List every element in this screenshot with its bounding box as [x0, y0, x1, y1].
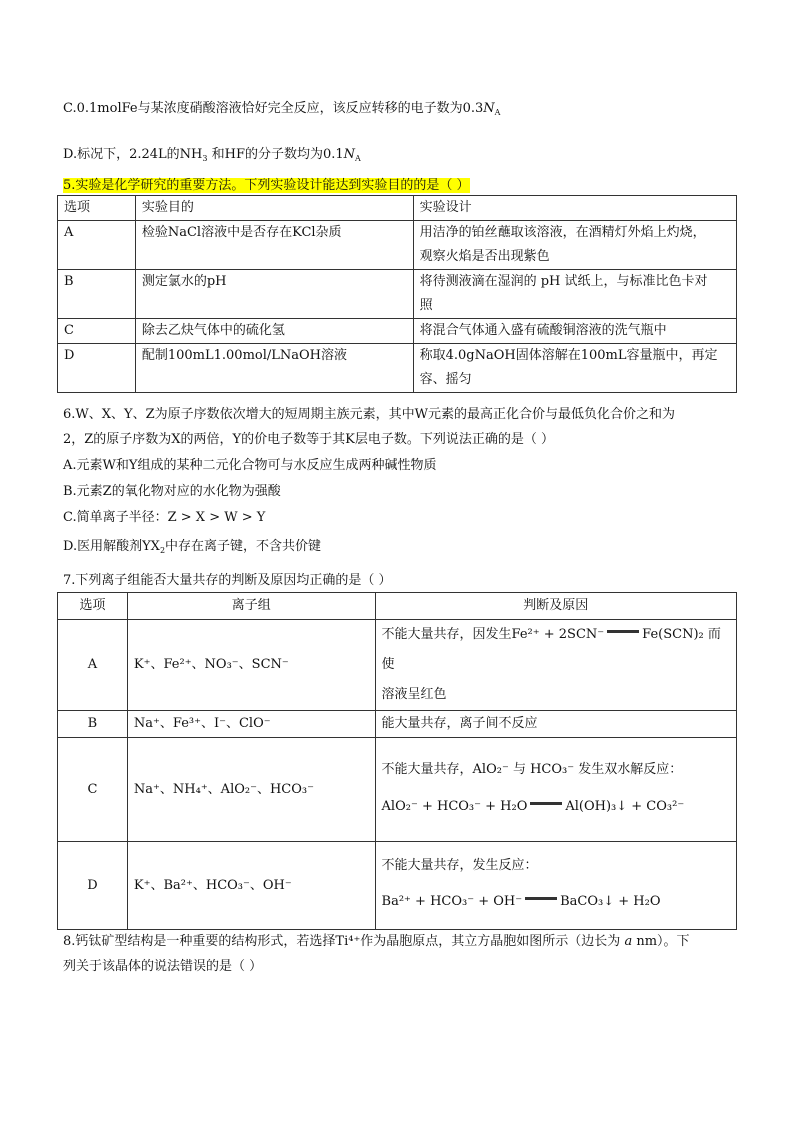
table-header-row	[58, 593, 737, 620]
equals-sign	[530, 802, 562, 805]
table-header-row	[58, 196, 737, 221]
q7-stem: 7.下列离子组能否大量共存的判断及原因均正确的是（ ）	[63, 573, 392, 588]
table-row: C Na⁺、NH₄⁺、AlO₂⁻、HCO₃⁻ 不能大量共存，AlO₂⁻ 与 HCO₃⁻ 发生双水解反应： AlO₂⁻ + HCO₃⁻ + H₂O Al(OH)₃↓ + CO₃²⁻	[58, 738, 737, 842]
header-purpose: 实验目的	[135, 196, 413, 221]
q6-option-a: A.元素W和Y组成的某种二元化合物可与水反应生成两种碱性物质	[63, 458, 437, 473]
header-design: 实验设计	[413, 196, 736, 221]
header-option: 选项	[58, 196, 136, 221]
q8-stem-2: 列关于该晶体的说法错误的是（ ）	[63, 959, 263, 974]
table-row: A 检验NaCl溶液中是否存在KCl杂质 用洁净的铂丝蘸取该溶液，在酒精灯外焰上灼烧， 观察火焰是否出现紫色	[58, 221, 737, 270]
header-judgment: 判断及原因	[375, 593, 736, 620]
table-row: B 测定氯水的pH 将待测液滴在湿润的 pH 试纸上，与标准比色卡对 照	[58, 270, 737, 319]
q6-stem-2: 2，Z的原子序数为X的两倍，Y的价电子数等于其K层电子数。下列说法正确的是（ ）	[63, 432, 554, 447]
table-row: D K⁺、Ba²⁺、HCO₃⁻、OH⁻ 不能大量共存，发生反应： Ba²⁺ + HCO₃⁻ + OH⁻ BaCO₃↓ + H₂O	[58, 842, 737, 930]
header-option: 选项	[58, 593, 128, 620]
q6-stem-1: 6.W、X、Y、Z为原子序数依次增大的短周期主族元素，其中W元素的最高正化合价与最低负化合价之和为	[63, 407, 675, 422]
na-symbol: N	[483, 101, 495, 116]
q7-table	[57, 592, 737, 930]
table-row: C 除去乙炔气体中的硫化氢 将混合气体通入盛有硫酸铜溶液的洗气瓶中	[58, 319, 737, 344]
table-row: D 配制100mL1.00mol/LNaOH溶液 称取4.0gNaOH固体溶解在100mL容量瓶中，再定 容、摇匀	[58, 344, 737, 393]
equals-sign	[607, 630, 639, 633]
q5-stem: 5.实验是化学研究的重要方法。下列实验设计能达到实验目的的是（ ）	[63, 178, 470, 193]
q4-option-d: D.标况下，2.24L的$NH_3$ 和HF的分子数均为$0.1N_A$	[63, 147, 361, 163]
q6-option-b: B.元素Z的氧化物对应的水化物为强酸	[63, 484, 281, 499]
q5-table	[57, 195, 737, 393]
table-row: A K⁺、Fe²⁺、NO₃⁻、SCN⁻ 不能大量共存，因发生Fe²⁺ + 2SCN⁻ Fe(SCN)₂ 而使 溶液呈红色	[58, 620, 737, 711]
q6-option-d: D.医用解酸剂$YX_2$中存在离子键，不含共价键	[63, 539, 322, 555]
q8-stem-1: 8.钙钛矿型结构是一种重要的结构形式，若选择Ti⁴⁺作为晶胞原点，其立方晶胞如图所示（边长为 a nm）。下	[63, 934, 690, 949]
equals-sign	[525, 897, 557, 900]
q4-option-c: C.0.1molFe与某浓度硝酸溶液恰好完全反应，该反应转移的电子数为$0.3N_A$	[63, 101, 501, 117]
table-row: B Na⁺、Fe³⁺、I⁻、ClO⁻ 能大量共存，离子间不反应	[58, 711, 737, 738]
header-ions: 离子组	[127, 593, 375, 620]
q6-option-c: C.简单离子半径：Z > X > W > Y	[63, 510, 266, 525]
